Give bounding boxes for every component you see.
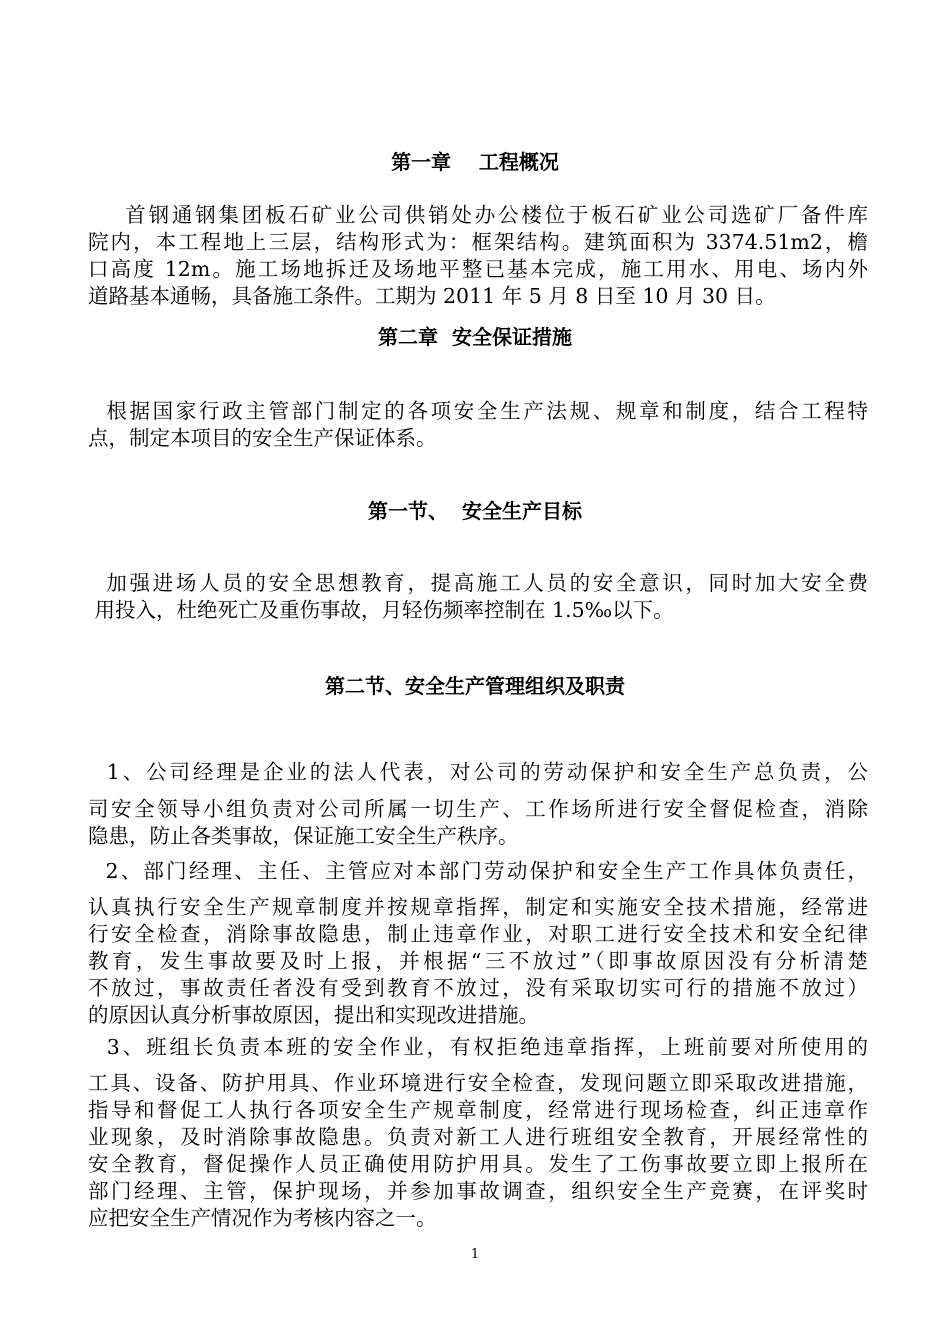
paragraph-line: 业现象，及时消除事故隐患。负责对新工人进行班组安全教育，开展经常性的 xyxy=(88,1125,868,1149)
paragraph-line: 司安全领导小组负责对公司所属一切生产、工作场所进行安全督促检查，消除 xyxy=(88,797,868,821)
paragraph-line: 不放过，事故责任者没有受到教育不放过，没有采取切实可行的措施不放过） xyxy=(88,976,868,1000)
item-3-paragraph xyxy=(88,1070,868,1232)
paragraph-line: 院内，本工程地上三层，结构形式为：框架结构。建筑面积为 3374.51m2，檐 xyxy=(88,230,868,254)
paragraph-line: 部门经理、主管，保护现场，并参加事故调查，组织安全生产竞赛，在评奖时 xyxy=(88,1179,868,1203)
paragraph-line: 点，制定本项目的安全生产保证体系。 xyxy=(88,426,437,450)
paragraph-line: 教育，发生事故要及时上报，并根据“三不放过”（即事故原因没有分析清楚 xyxy=(88,949,868,973)
item-3-first-line xyxy=(88,1034,868,1061)
paragraph-line: 1、公司经理是企业的法人代表，对公司的劳动保护和安全生产总负责，公 xyxy=(88,760,868,784)
item-2-first-line xyxy=(88,858,868,885)
paragraph-line: 口高度 12m。施工场地拆迁及场地平整已基本完成，施工用水、用电、场内外 xyxy=(88,257,868,281)
paragraph-line: 首钢通钢集团板石矿业公司供销处办公楼位于板石矿业公司选矿厂备件库 xyxy=(88,203,868,227)
paragraph-line: 3、班组长负责本班的安全作业，有权拒绝违章指挥，上班前要对所使用的 xyxy=(88,1035,868,1059)
paragraph-line: 应把安全生产情况作为考核内容之一。 xyxy=(88,1206,437,1230)
paragraph-line: 加强进场人员的安全思想教育，提高施工人员的安全意识，同时加大安全费 xyxy=(88,571,868,595)
paragraph-line: 隐患，防止各类事故，保证施工安全生产秩序。 xyxy=(88,824,519,848)
chapter-1-title: 第一章 工程概况 xyxy=(391,150,559,174)
section-2-title: 第二节、安全生产管理组织及职责 xyxy=(325,674,625,698)
chapter-2-paragraph xyxy=(88,398,868,452)
paragraph-line: 认真执行安全生产规章制度并按规章指挥，制定和实施安全技术措施，经常进 xyxy=(88,895,868,919)
chapter-2-title: 第二章 安全保证措施 xyxy=(378,325,572,349)
item-1-first-line xyxy=(88,759,868,786)
item-1-paragraph xyxy=(88,796,868,850)
paragraph-line: 2、部门经理、主任、主管应对本部门劳动保护和安全生产工作具体负责任， xyxy=(88,859,868,883)
paragraph-line: 根据国家行政主管部门制定的各项安全生产法规、规章和制度，结合工程特 xyxy=(88,399,868,423)
paragraph-line: 道路基本通畅，具备施工条件。工期为 2011 年 5 月 8 日至 10 月 30 日。 xyxy=(88,284,776,308)
item-2-paragraph xyxy=(88,894,868,1029)
paragraph-line: 安全教育，督促操作人员正确使用防护用具。发生了工伤事故要立即上报所在 xyxy=(88,1152,868,1176)
chapter-1-paragraph xyxy=(88,202,868,310)
paragraph-line: 的原因认真分析事故原因，提出和实现改进措施。 xyxy=(88,1003,539,1027)
section-1-paragraph xyxy=(88,570,868,624)
paragraph-line: 指导和督促工人执行各项安全生产规章制度，经常进行现场检查，纠正违章作 xyxy=(88,1098,868,1122)
paragraph-line: 用投入，杜绝死亡及重伤事故，月轻伤频率控制在 1.5‰以下。 xyxy=(88,598,674,622)
paragraph-line: 工具、设备、防护用具、作业环境进行安全检查，发现问题立即采取改进措施， xyxy=(88,1071,868,1095)
page-number: 1 xyxy=(470,1247,480,1262)
paragraph-line: 行安全检查，消除事故隐患，制止违章作业，对职工进行安全技术和安全纪律 xyxy=(88,922,868,946)
section-1-title: 第一节、 安全生产目标 xyxy=(368,499,582,523)
